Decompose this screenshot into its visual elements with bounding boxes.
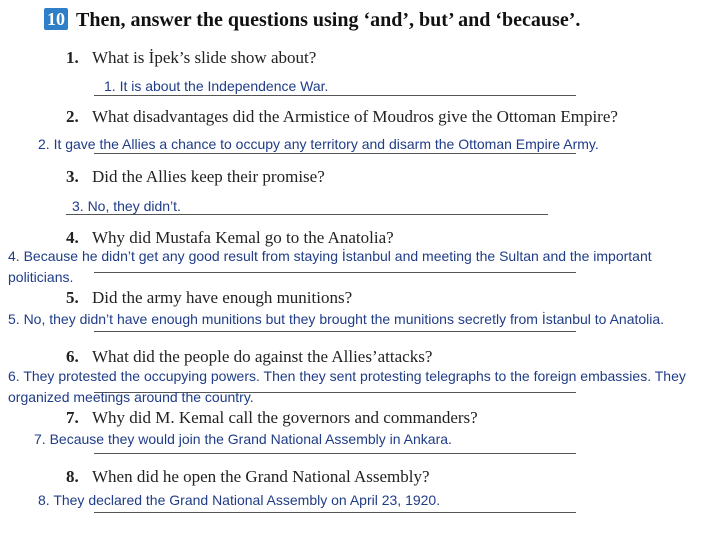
question-text: What disadvantages did the Armistice of Moudros give the Ottoman Empire? xyxy=(92,107,618,126)
question-text: Did the Allies keep their promise? xyxy=(92,167,325,186)
question-text: When did he open the Grand National Assembly? xyxy=(92,467,430,486)
question-number: 6. xyxy=(66,347,79,366)
question-number: 2. xyxy=(66,107,79,126)
question-text: Why did Mustafa Kemal go to the Anatolia? xyxy=(92,228,394,247)
question-3 xyxy=(66,167,325,187)
answer-6: 6. They protested the occupying powers. Then they sent protesting telegraphs to the foreign embassies. They organized meetings around the country. xyxy=(8,368,686,405)
question-number: 1. xyxy=(66,48,79,67)
answer-line-7 xyxy=(94,453,576,454)
question-6 xyxy=(66,347,432,367)
question-text: What did the people do against the Allies’attacks? xyxy=(92,347,433,366)
answer-7: 7. Because they would join the Grand National Assembly in Ankara. xyxy=(34,431,452,447)
answer-2: 2. It gave the Allies a chance to occupy any territory and disarm the Ottoman Empire Army. xyxy=(38,136,599,152)
question-number: 8. xyxy=(66,467,79,486)
answer-line-8 xyxy=(94,512,576,513)
answer-3: 3. No, they didn’t. xyxy=(72,198,181,214)
question-5 xyxy=(66,288,352,308)
question-text: Why did M. Kemal call the governors and commanders? xyxy=(92,408,478,427)
answer-8: 8. They declared the Grand National Assembly on April 23, 1920. xyxy=(38,492,441,508)
question-number: 4. xyxy=(66,228,79,247)
question-number: 7. xyxy=(66,408,79,427)
answer-1: 1. It is about the Independence War. xyxy=(104,78,329,94)
question-text: Did the army have enough munitions? xyxy=(92,288,353,307)
question-number: 3. xyxy=(66,167,79,186)
question-1 xyxy=(66,48,316,68)
question-8 xyxy=(66,467,430,487)
answer-5: 5. No, they didn’t have enough munitions but they brought the munitions secretly from İstanbul to Anatolia. xyxy=(8,311,665,327)
question-4 xyxy=(66,228,394,248)
question-7 xyxy=(66,408,478,428)
exercise-instruction: Then, answer the questions using ‘and’, but’ and ‘because’. xyxy=(76,9,581,31)
exercise-number-badge: 10 xyxy=(44,8,68,30)
answer-4: 4. Because he didn’t get any good result from staying İstanbul and meeting the Sultan and the important politicians. xyxy=(8,248,652,285)
question-number: 5. xyxy=(66,288,79,307)
question-text: What is İpek’s slide show about? xyxy=(92,48,317,67)
question-2 xyxy=(66,107,618,127)
answer-line-5 xyxy=(94,331,576,332)
